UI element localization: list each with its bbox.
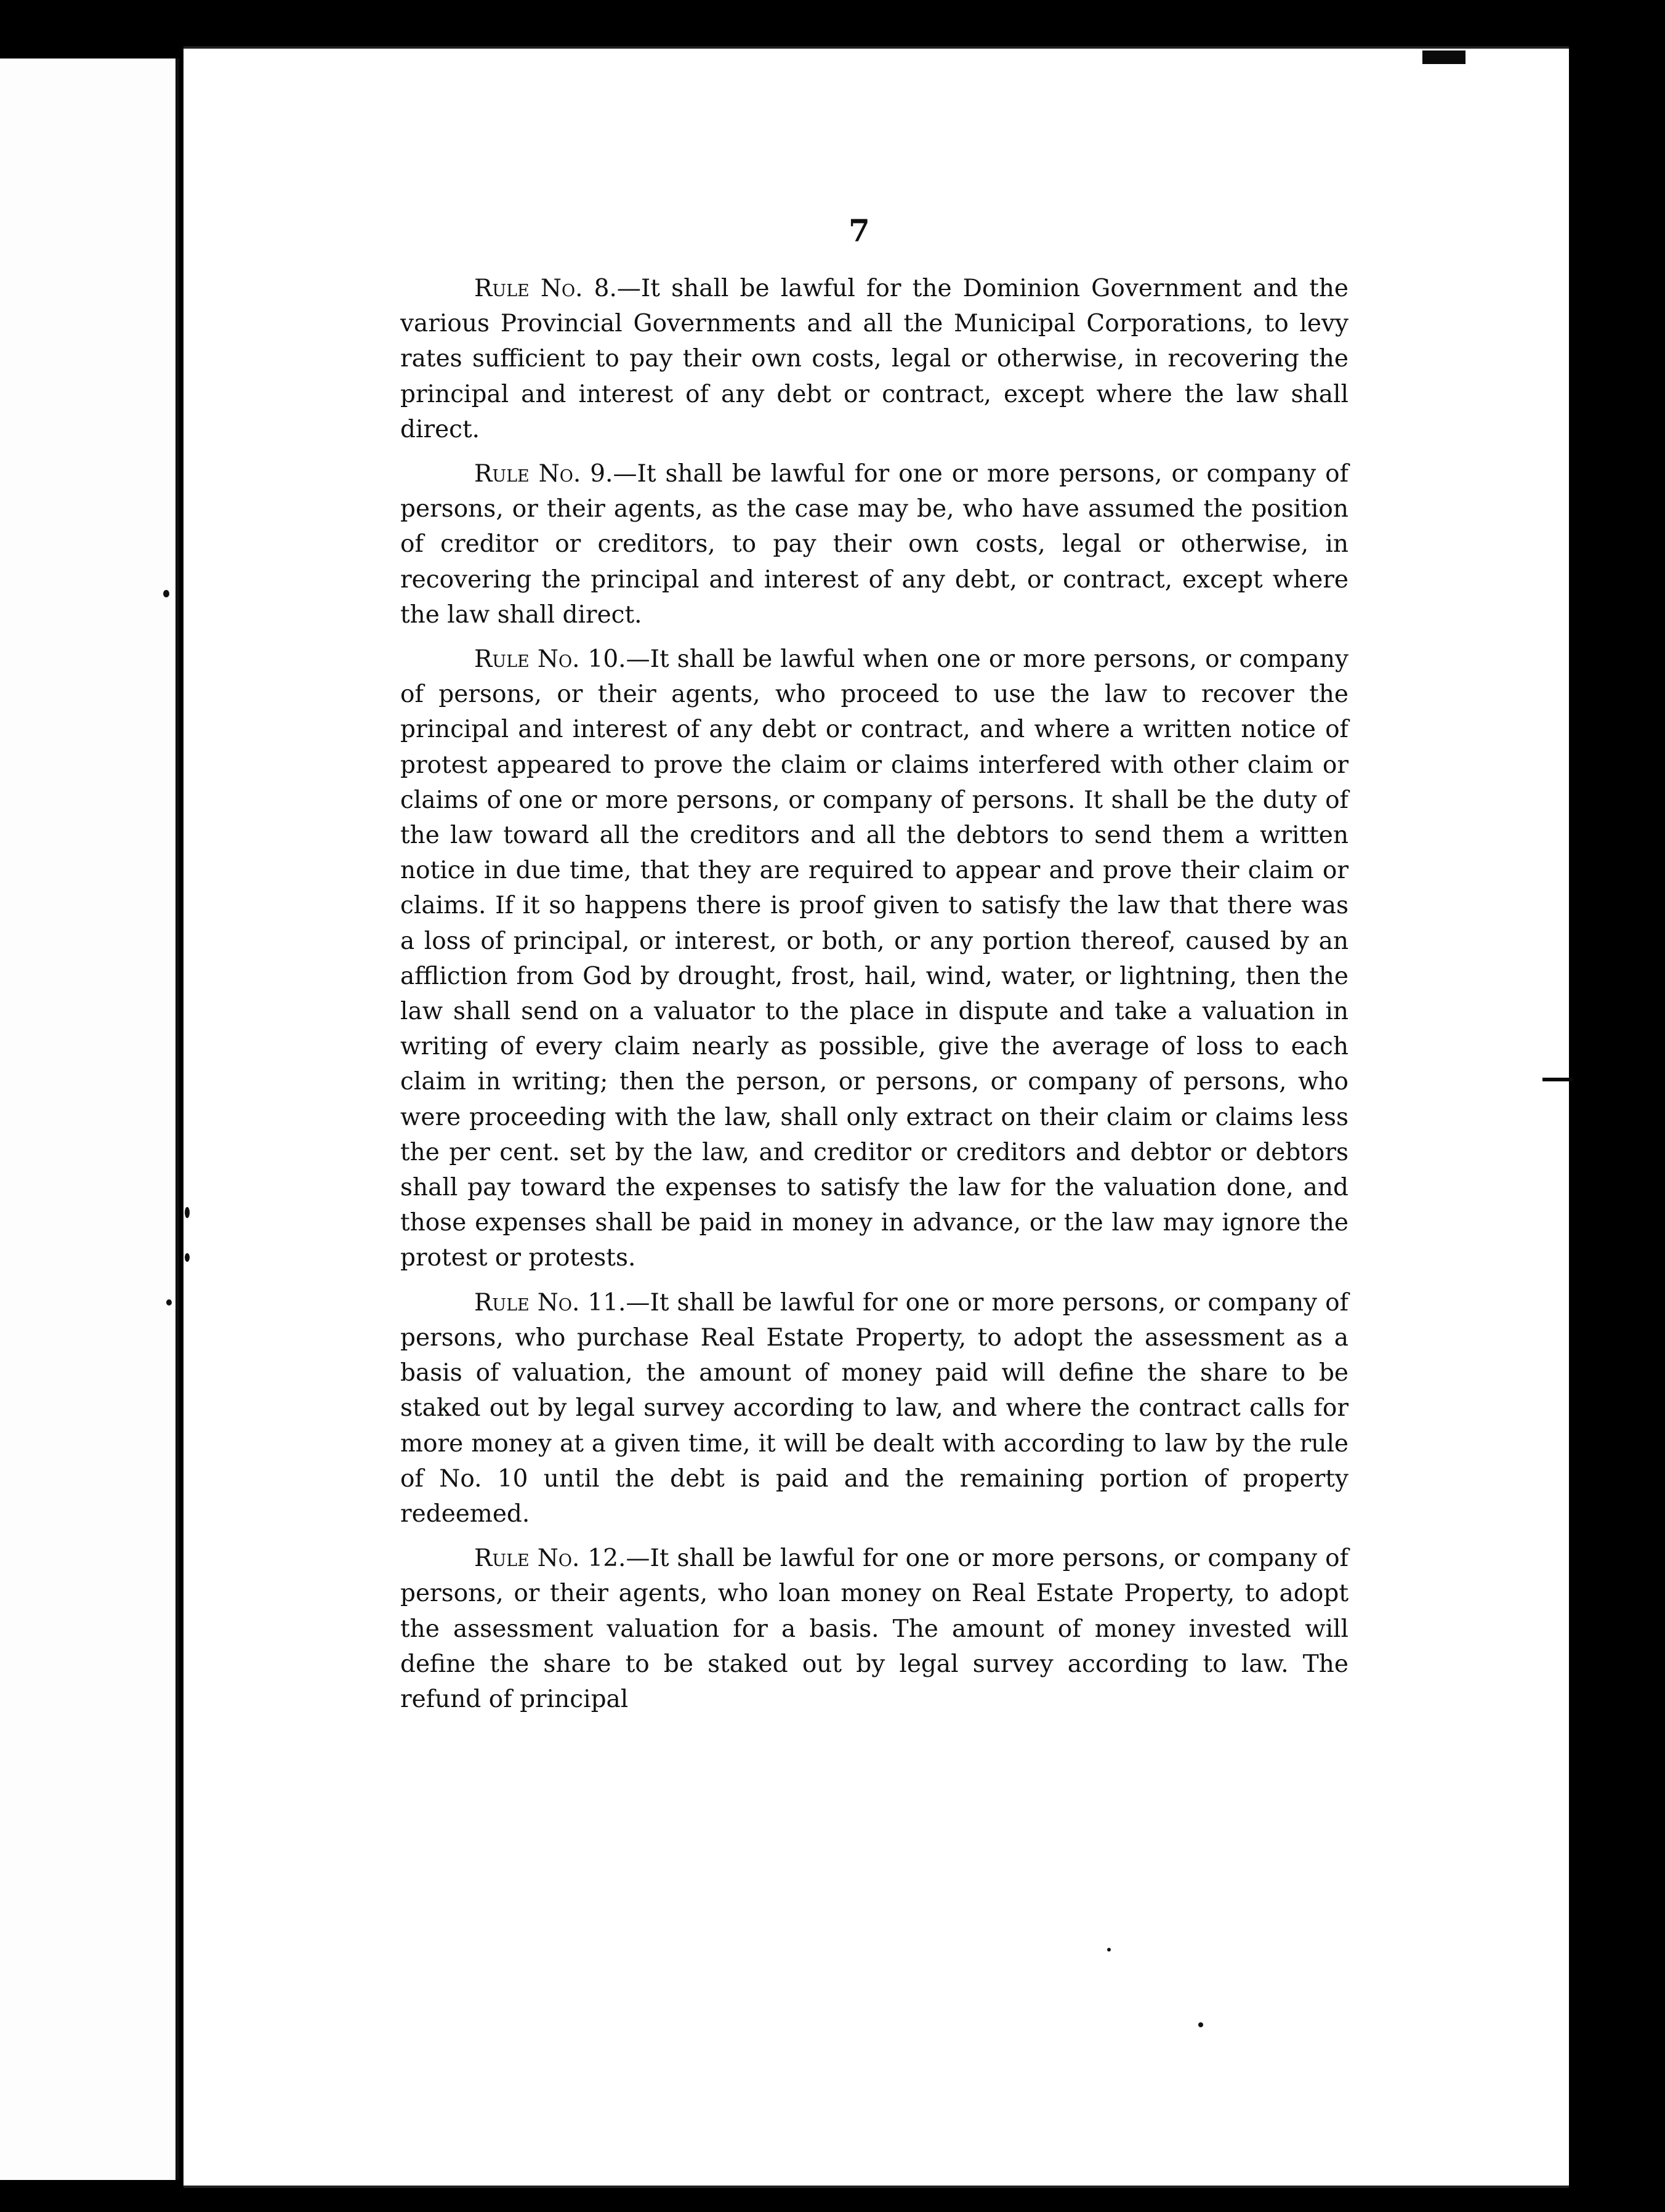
rule-body: —It shall be lawful when one or more persons, or company of persons, or their agents, who proceed to use the law to recover the principal and interest of any debt or contract, and where a written notice of protest appeared to prove the claim or claims interfered with other claim or claims of one or more persons, or company of persons. It shall be the duty of the law toward all the creditors and all the debtors to send them a written notice in due time, that they are required to appear and prove their claim or claims. If it so happens there is proof given to satisfy the law that there was a loss of principal, or interest, or both, or any portion thereof, caused by an affliction from God by drought, frost, hail, wind, water, or lightning, then the law shall send on a valuator to the place in dispute and take a valuation in writing of every claim nearly as possible, give the average of loss to each claim in writing; then the person, or persons, or company of persons, who were proceeding with the law, shall only extract on their claim or claims less the per cent. set by the law, and creditor or creditors and debtor or debtors shall pay toward the expenses to satisfy the law for the valuation done, and those expenses shall be paid in money in advance, or the law may ignore the protest or protests. [400,645,1349,1272]
bottom-speck [1107,1948,1111,1952]
rule-heading: Rule No. 8. [474,275,617,302]
left-margin-speck [166,1299,172,1306]
left-margin-speck [163,590,169,597]
right-edge-mark [1542,1078,1573,1081]
left-margin-speck [185,1207,190,1218]
rule-body: —It shall be lawful for one or more persons, or company of persons, or their agents, who loan money on Real Estate Property, to adopt the assessment valuation for a basis. The amount of money invested will define the share to be staked out by legal survey according to law. The refund of principal [400,1544,1349,1713]
rule-body: —It shall be lawful for the Dominion Government and the various Provincial Governments and all the Municipal Corporations, to levy rates sufficient to pay their own costs, legal or otherwise, in recovering the principal and interest of any debt or contract, except where the law shall direct. [400,275,1349,443]
page-number: 7 [849,212,870,249]
rule-paragraph [400,271,1349,447]
rule-heading: Rule No. 10. [474,645,626,674]
rule-body: —It shall be lawful for one or more persons, or company of persons, or their agents, as the case may be, who have assumed the position of creditor or creditors, to pay their own costs, legal or otherwise, in recovering the principal and interest of any debt, or contract, except where the law shall direct. [400,460,1349,629]
previous-page-edge [0,59,179,2180]
rule-paragraph [400,1285,1349,1532]
rule-paragraph [400,1541,1349,1717]
rule-paragraph [400,642,1349,1276]
rule-paragraph [400,456,1349,632]
rules-text [400,271,1349,1726]
bottom-speck [1198,2022,1203,2027]
rule-heading: Rule No. 12. [474,1544,626,1573]
top-edge-mark [1422,50,1465,64]
rule-heading: Rule No. 11. [474,1288,626,1317]
rule-body: —It shall be lawful for one or more persons, or company of persons, who purchase Real Estate Property, to adopt the assessment as a basis of valuation, the amount of money paid will define the share to be staked out by legal survey according to law, and where the contract calls for more money at a given time, it will be dealt with according to law by the rule of No. 10 until the debt is paid and the remaining portion of property redeemed. [400,1288,1349,1528]
rule-heading: Rule No. 9. [474,460,613,488]
left-margin-speck [185,1253,190,1262]
